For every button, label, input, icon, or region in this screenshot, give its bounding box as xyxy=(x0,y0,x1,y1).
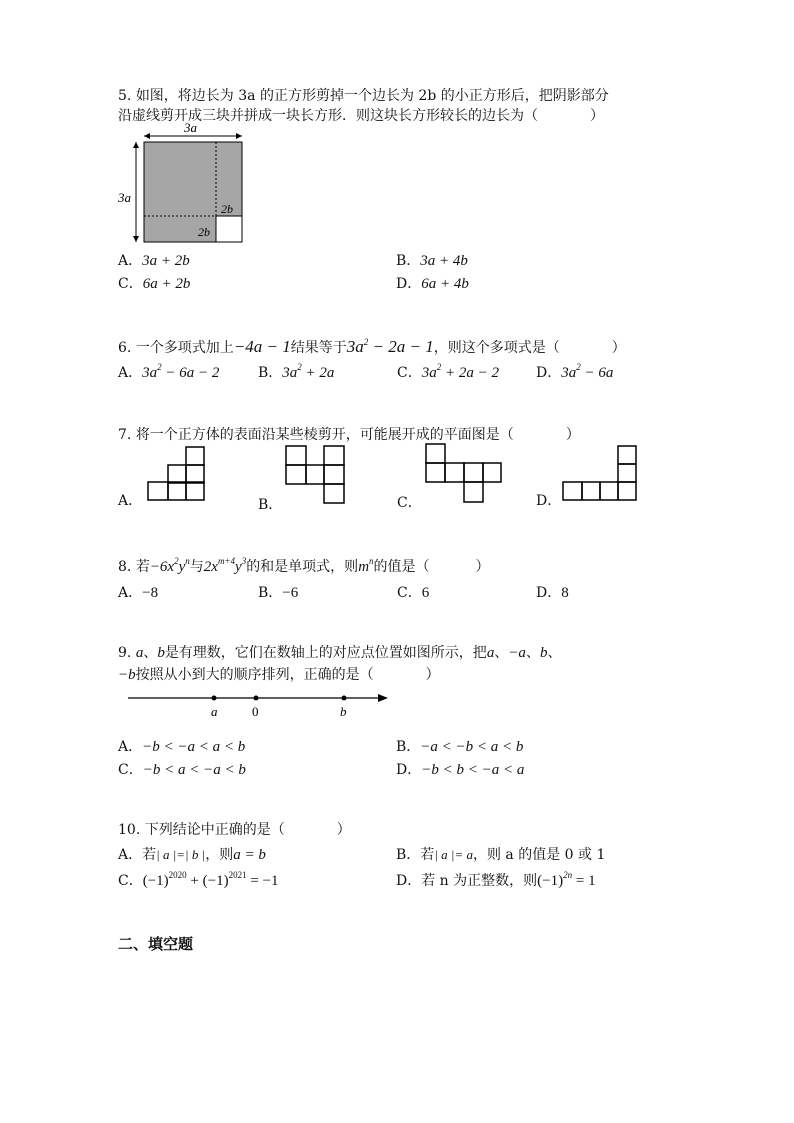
q5-label-inner-bottom: 2b xyxy=(198,225,210,239)
q9-option-d[interactable]: D．−b < b < −a < a xyxy=(396,762,525,778)
q7-net-b[interactable] xyxy=(283,444,347,506)
q7-stem: 7. 将一个正方体的表面沿某些棱剪开，可能展开成的平面图是（ ） xyxy=(118,427,580,443)
q9-point-b: b xyxy=(340,704,347,719)
q6-stem: 6. 一个多项式加上−4a − 1结果等于$3a^2 - 2a - 1$，则这个多项式是（ ） xyxy=(118,337,626,356)
section-title: 二、填空题 xyxy=(118,935,194,953)
q8-option-c[interactable]: C．6 xyxy=(397,585,430,601)
q7-option-d[interactable]: D． xyxy=(536,493,562,509)
q6-option-a[interactable]: A．$3a^2 - 6a - 2$ xyxy=(118,362,220,381)
q9-line2: −b按照从小到大的顺序排列，正确的是（ ） xyxy=(118,667,440,683)
q7-net-d[interactable] xyxy=(560,442,640,502)
q6-option-c[interactable]: C．$3a^2 + 2a - 2$ xyxy=(397,362,499,381)
q9-point-zero: 0 xyxy=(252,704,259,719)
q7-net-a[interactable] xyxy=(146,444,208,504)
q9-option-c[interactable]: C．−b < a < −a < b xyxy=(118,762,246,778)
q5-option-a[interactable]: A．3a + 2b xyxy=(118,253,190,269)
q5-line1: 5. 如图，将边长为 3a 的正方形剪掉一个边长为 2b 的小正方形后，把阴影部分 xyxy=(118,88,609,104)
q6-option-d[interactable]: D．$3a^2 - 6a$ xyxy=(536,362,614,381)
q8-option-a[interactable]: A．−8 xyxy=(118,585,159,601)
q5-label-left: 3a xyxy=(118,190,131,205)
q6-option-b[interactable]: B．$3a^2 + 2a$ xyxy=(258,362,335,381)
q7-option-b[interactable]: B． xyxy=(258,497,283,513)
q10-option-b[interactable]: B．若| a |= a，则 a 的值是 0 或 1 xyxy=(396,847,606,863)
q9-option-a[interactable]: A．−b < −a < a < b xyxy=(118,739,246,755)
q5-option-c[interactable]: C．6a + 2b xyxy=(118,276,191,292)
q7-option-c[interactable]: C． xyxy=(397,495,422,511)
q9-option-b[interactable]: B．−a < −b < a < b xyxy=(396,739,524,755)
q10-option-d[interactable]: D．若 n 为正整数，则$(-1)^{2n} = 1$ xyxy=(396,870,596,889)
q5-label-inner-right: 2b xyxy=(221,202,233,216)
q5-line2: 沿虚线剪开成三块并拼成一块长方形．则这块长方形较长的边长为（ ） xyxy=(118,108,604,124)
q5-label-top: 3a xyxy=(184,120,197,135)
q10-stem: 10. 下列结论中正确的是（ ） xyxy=(118,822,351,838)
q7-option-a[interactable]: A． xyxy=(118,493,143,509)
q5-figure xyxy=(118,120,258,250)
q5-option-d[interactable]: D．6a + 4b xyxy=(396,276,469,292)
q9-point-a: a xyxy=(211,704,218,719)
q8-option-d[interactable]: D．8 xyxy=(536,585,569,601)
q5-option-b[interactable]: B．3a + 4b xyxy=(396,253,468,269)
q8-option-b[interactable]: B．−6 xyxy=(258,585,299,601)
q7-net-c[interactable] xyxy=(424,442,504,510)
q8-stem: 8. 若$-6x^2y^n$与$2x^{m+4}y^3$的和是单项式，则$m^n$的值是（ ） xyxy=(118,556,490,575)
q9-number-line xyxy=(118,686,398,722)
q9-line1: 9. a、b是有理数，它们在数轴上的对应点位置如图所示，把a、−a、b、 xyxy=(118,645,562,661)
q10-option-c[interactable]: C．$(-1)^{2020} + (-1)^{2021} = -1$ xyxy=(118,870,279,889)
q10-option-a[interactable]: A．若| a |=| b |，则a = b xyxy=(118,847,266,863)
